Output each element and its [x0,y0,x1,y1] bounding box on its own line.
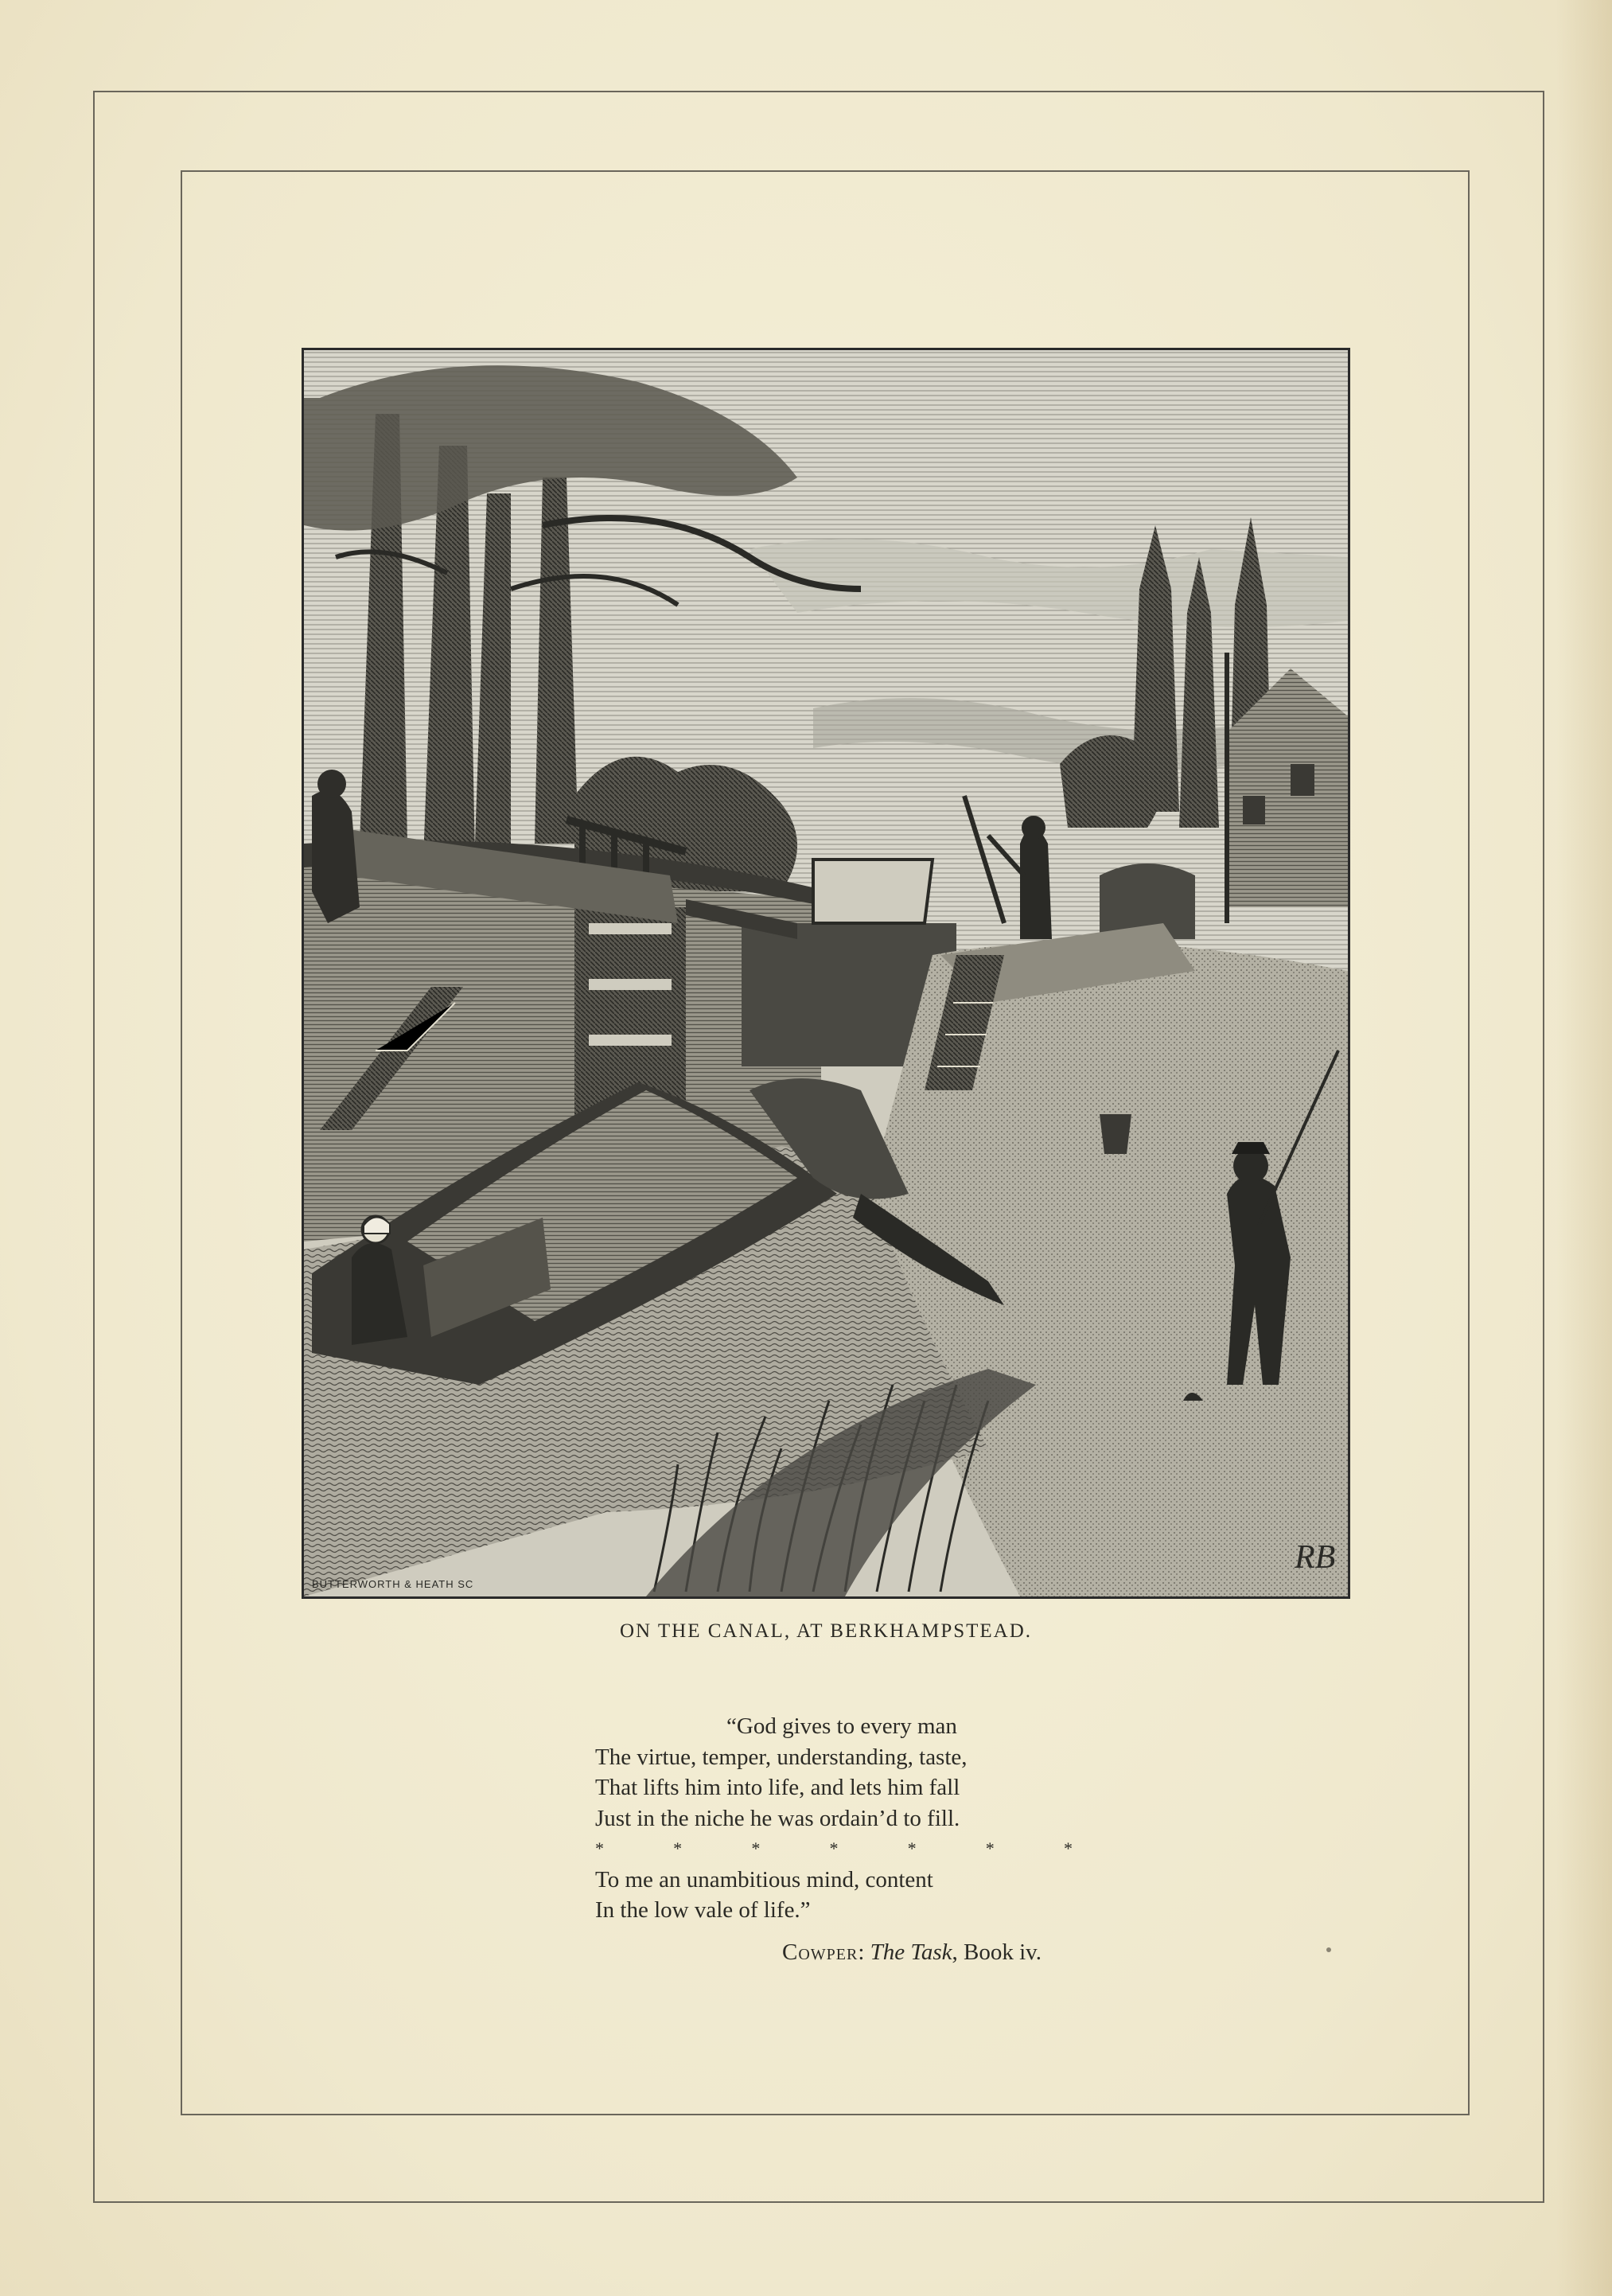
attribution-separator: : [858,1939,870,1965]
paper-speck [1326,1947,1331,1952]
star-mark: * [907,1838,917,1858]
star-mark: * [985,1838,995,1858]
poem-line-3: That lifts him into life, and lets him fall [595,1775,960,1800]
plate-caption: ON THE CANAL, AT BERKHAMPSTEAD. [619,1620,1033,1642]
engraving-picture [304,350,1348,1596]
poem-line-5: To me an unambitious mind, content [595,1866,933,1893]
star-mark: * [1063,1838,1073,1858]
star-mark: * [829,1838,839,1858]
poem-attribution [782,1939,1042,1966]
poem-line-4: Just in the niche he was ordain’d to fill. [595,1805,960,1831]
star-mark: * [673,1838,683,1858]
poem-line-1: “God gives to every man [726,1713,957,1739]
artist-monogram: RB [1295,1539,1336,1576]
poem-line-2: The virtue, temper, understanding, taste, [595,1744,968,1770]
poem-excerpt [595,1711,1136,1926]
attribution-book: , Book iv. [952,1939,1042,1965]
binding-shadow [1556,0,1612,2296]
star-mark: * [751,1838,761,1858]
attribution-author: Cowper [782,1939,859,1965]
poem-line-6: In the low vale of life.” [595,1897,811,1923]
star-mark: * [595,1838,604,1858]
attribution-work: The Task [870,1939,952,1965]
ellipsis-stars [595,1834,1073,1865]
engraver-credit: BUTTERWORTH & HEATH SC [312,1578,474,1590]
canal-engraving-illustration [302,348,1350,1599]
